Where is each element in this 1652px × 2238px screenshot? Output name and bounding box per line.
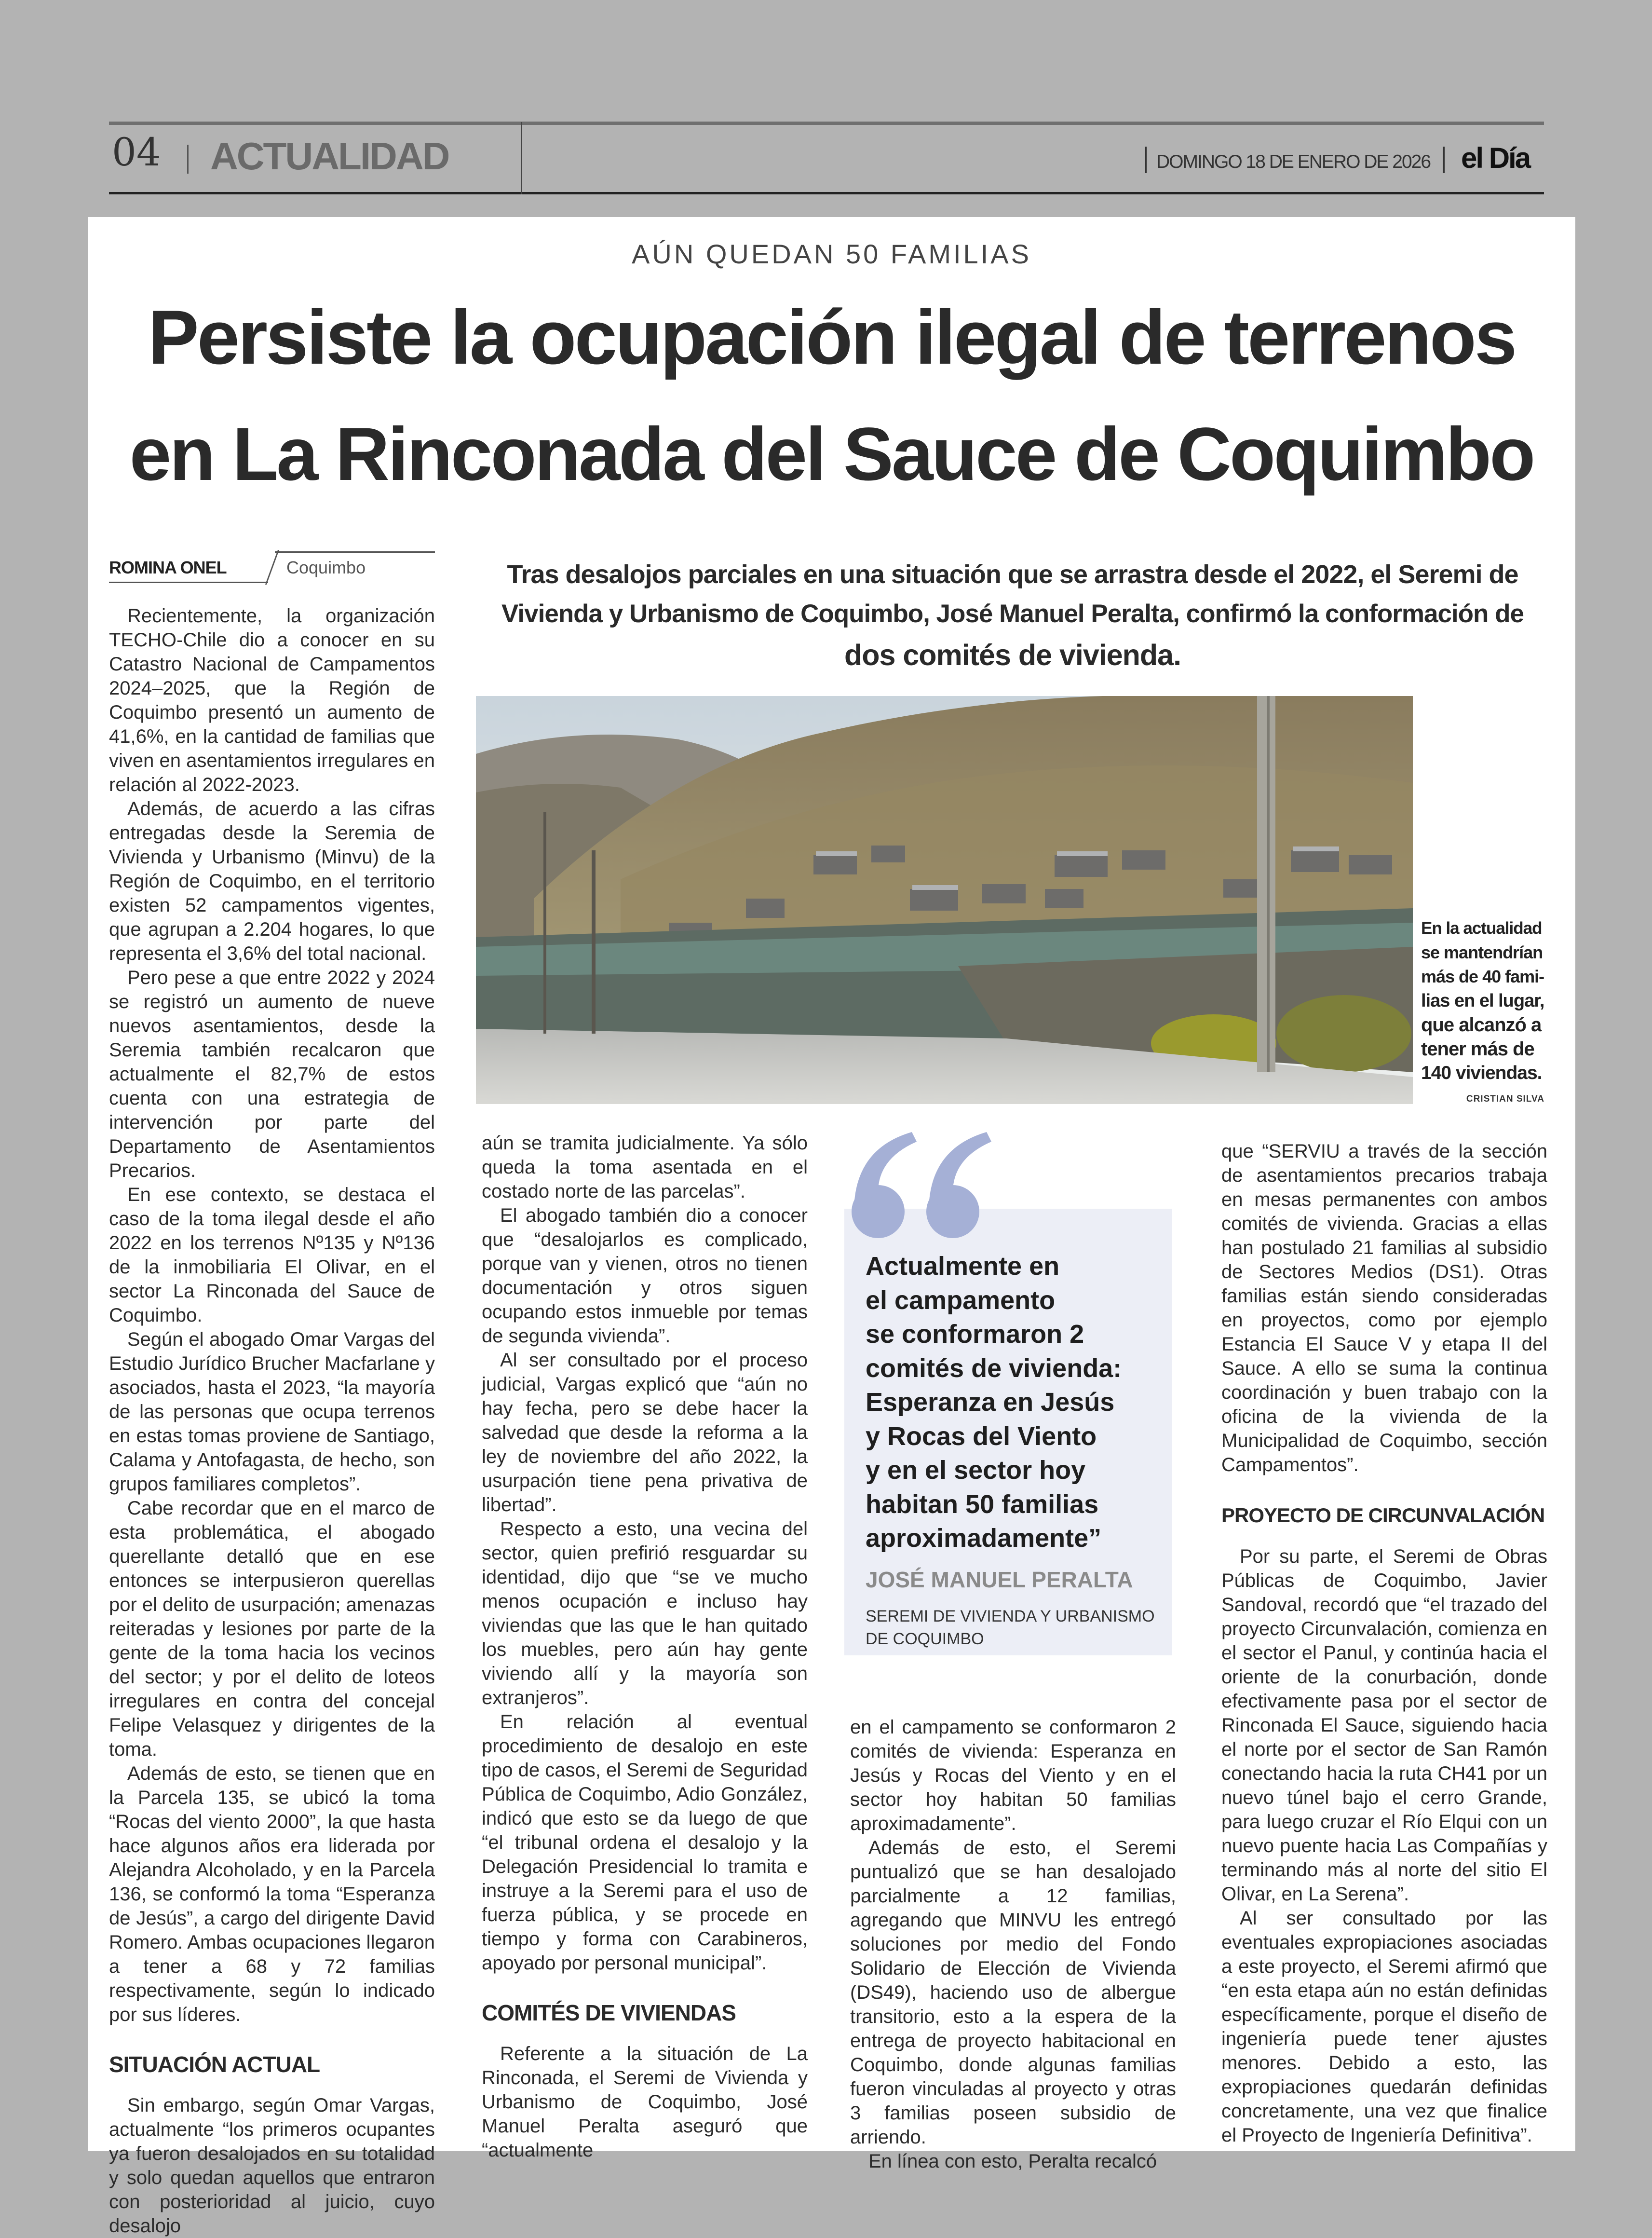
quote-line: aproximadamente” (866, 1524, 1102, 1553)
quote-name-text: JOSÉ MANUEL PERALTA (866, 1567, 1133, 1592)
quote-line: y Rocas del Viento (866, 1421, 1097, 1451)
logo-separator (1443, 147, 1445, 173)
quote-mark-icon (844, 1130, 994, 1241)
quote-attribution-role (866, 1605, 1155, 1651)
body-paragraph: en el campamento se conformaron 2 comités de vivienda: Esperanza en Jesús y Rocas del Viento y en el sector hoy habitan 50 familias aproximadamente”. (850, 1717, 1176, 1834)
caption-line: En la actualidad (1421, 919, 1542, 938)
body-column-1 (109, 604, 435, 2238)
body-paragraph: Además de esto, se tienen que en la Parcela 135, se ubicó la toma “Rocas del viento 2000”, la que hasta hace algunos años era liderada por Alejandra Alcoholado, y en la Parcela 136, se conformó la toma “Esperanza de Jesús”, a cargo del dirigente David Romero. Ambas ocupaciones llegaron a tener a 68 y 72 familias respectivamente, según lo indicado por sus líderes. (109, 1763, 435, 2025)
headline-text: Persiste la ocupación ilegal de terrenos (148, 294, 1516, 380)
kicker: AÚN QUEDAN 50 FAMILIAS (632, 239, 1031, 269)
section-title (210, 137, 448, 176)
body-column-3 (850, 1715, 1176, 2173)
subheading (109, 2051, 435, 2078)
quote-line: habitan 50 familias (866, 1489, 1099, 1519)
subheading (482, 1999, 808, 2026)
dateline-location: Coquimbo (286, 558, 366, 577)
caption-line: 140 viviendas. (1421, 1063, 1542, 1083)
newspaper-logo (1461, 144, 1530, 173)
body-paragraph: Además, de acuerdo a las cifras entregadas desde la Seremia de Vivienda y Urbanismo (Minvu) de la Región de Coquimbo, en el territorio existen 52 campamentos vigentes, que agrupan a 2.204 hogares, lo que representa el 3,6% del total nacional. (109, 798, 435, 964)
role-line: DE COQUIMBO (866, 1630, 984, 1648)
role-line: SEREMI DE VIVIENDA Y URBANISMO (866, 1607, 1155, 1625)
quote-line: Esperanza en Jesús (866, 1388, 1115, 1417)
body-paragraph: Además de esto, el Seremi puntualizó que se han desalojado parcialmente a 12 familias, agregando que MINVU les entregó soluciones por medio del Fondo Solidario de Elección de Vivienda (DS49), haciendo uso de albergue transitorio, esto a la espera de la entrega de proyecto habitacional en Coquimbo, donde algunas familias fueron vinculadas al proyecto y otras 3 familias poseen subsidio de arriendo. (850, 1837, 1176, 2148)
body-paragraph: En ese contexto, se destaca el caso de la toma ilegal desde el año 2022 en los terrenos Nº135 y Nº136 de la inmobiliaria El Olivar, en el sector La Rinconada del Sauce de Coquimbo. (109, 1184, 435, 1326)
quote-line: el campamento (866, 1285, 1056, 1315)
body-paragraph: En relación al eventual procedimiento de desalojo en este tipo de casos, el Seremi de Seguridad Pública de Coquimbo, Adio González, indicó que esto se da luego de que “el tribunal ordena el desalojo y la Delegación Presidencial lo tramita e instruye a la Seremi para el uso de fuerza pública, y se procede en tiempo y forma con Carabineros, apoyado por personal municipal”. (482, 1711, 808, 1974)
author-name: ROMINA ONEL (109, 558, 227, 577)
quote-attribution-name (866, 1569, 1133, 1591)
article-photo (476, 696, 1413, 1104)
caption-line: tener más de (1421, 1038, 1534, 1060)
dek-text: dos comités de vivienda. (844, 639, 1181, 671)
subheading (1221, 1501, 1547, 1529)
body-paragraph: El abogado también dio a conocer que “desalojarlos es complicado, porque van y vienen, otros no tienen documentación y otros siguen ocupando estos inmueble por temas de segunda vivienda”. (482, 1205, 808, 1347)
header-divider (521, 122, 522, 194)
caption-line: más de 40 fami- (1421, 967, 1544, 986)
page-number-separator (187, 145, 189, 174)
body-paragraph: Pero pese a que entre 2022 y 2024 se registró un aumento de nueve nuevos asentamientos, desde la Seremia también recalcaron que actualmente el 82,7% de estos cuenta con una estrategia de intervención por parte del Departamento de Asentamientos Precarios. (109, 967, 435, 1181)
body-paragraph: Referente a la situación de La Rinconada, el Seremi de Vivienda y Urbanismo de Coquimbo, José Manuel Peralta aseguró que “actualmente (482, 2043, 808, 2161)
photo-caption (1421, 916, 1544, 1085)
body-paragraph: Recientemente, la organización TECHO-Chile dio a conocer en su Catastro Nacional de Campamentos 2024–2025, que la Región de Coquimbo presentó un aumento de 41,6%, en la cantidad de familias que viven en asentamientos irregulares en relación al 2022-2023. (109, 605, 435, 795)
subheading-text: PROYECTO DE CIRCUNVALACIÓN (1221, 1504, 1545, 1527)
section-title-text: ACTUALIDAD (210, 135, 449, 177)
page-number: 04 (112, 130, 161, 175)
body-paragraph: que “SERVIU a través de la sección de asentamientos precarios trabaja en mesas permanentes con ambos comités de vivienda. Gracias a ellas han postulado 21 familias al subsidio de Sectores Medios (DS1). Otras familias están siendo consideradas en proyectos, como por ejemplo Estancia El Sauce V y etapa II del Sauce. A ello se suma la continua coordinación y buen trabajo con la oficina de la vivienda de la Municipalidad de Coquimbo, sección Campamentos”. (1221, 1141, 1547, 1475)
body-paragraph: Respecto a esto, una vecina del sector, quien prefirió resguardar su identidad, dijo que “se ve mucho menos ocupación e incluso hay viviendas que las que le han quitado los muebles, pero aún hay gente viviendo allí y la mayoría son extranjeros”. (482, 1518, 808, 1708)
photo-credit: CRISTIAN SILVA (1466, 1094, 1544, 1104)
dek-line (482, 561, 1543, 587)
body-paragraph: Cabe recordar que en el marco de esta problemática, el abogado querellante detalló que en ese entonces se interpusieron querellas por el delito de usurpación; amenazas reiteradas y lesiones por parte de la gente de la toma hacia los vecinos del sector; y por el delito de loteos irregulares en contra del concejal Felipe Velasquez y dirigentes de la toma. (109, 1498, 435, 1760)
pull-quote-text (866, 1249, 1165, 1556)
quote-line: comités de vivienda: (866, 1353, 1122, 1383)
body-paragraph: aún se tramita judicialmente. Ya sólo queda la toma asentada en el costado norte de las parcelas”. (482, 1133, 808, 1202)
quote-line: Actualmente en (866, 1252, 1060, 1281)
dek-text: Tras desalojos parciales en una situación que se arrastra desde el 2022, el Seremi de (507, 560, 1518, 589)
subheading-text: SITUACIÓN ACTUAL (109, 2052, 320, 2077)
issue-date-text: DOMINGO 18 DE ENERO DE 2026 (1156, 151, 1431, 172)
body-paragraph: Al ser consultado por las eventuales expropiaciones asociadas a este proyecto, el Seremi afirmó que “en esta etapa aún no están definidas específicamente, porque el diseño de ingeniería puede tener ajustes menores. Debido a esto, las expropiaciones quedarán definidas concretamente, una vez que finalice el Proyecto de Ingeniería Definitiva”. (1221, 1908, 1547, 2146)
caption-line: lias en el lugar, (1421, 991, 1544, 1011)
byline-rule (275, 551, 435, 553)
dek-line (482, 601, 1543, 627)
body-paragraph: Al ser consultado por el proceso judicial, Vargas explicó que “aún no hay fecha, pero se debe hacer la salvedad que desde la reforma a la ley de noviembre del año 2022, la usurpación tiene pena privativa de libertad”. (482, 1350, 808, 1515)
header-top-rule (109, 122, 1544, 125)
header-bottom-rule (109, 192, 1544, 194)
body-column-2 (482, 1131, 808, 2162)
newspaper-logo-text: el Día (1461, 142, 1530, 174)
byline-rule (109, 582, 268, 583)
caption-line: se mantendrían (1421, 942, 1543, 962)
quote-line: se conformaron 2 (866, 1320, 1084, 1349)
hillside-settlement-image (476, 696, 1413, 1104)
body-paragraph: En línea con esto, Peralta recalcó (868, 2151, 1157, 2172)
body-paragraph: Sin embargo, según Omar Vargas, actualmente “los primeros ocupantes ya fueron desalojados en su totalidad y solo quedan aquellos que entraron con posterioridad al juicio, cuyo desalojo (109, 2095, 435, 2237)
headline-line-2 (88, 412, 1575, 496)
body-column-4 (1221, 1139, 1547, 2147)
subheading-text: COMITÉS DE VIVIENDAS (482, 2000, 736, 2025)
body-paragraph: Por su parte, el Seremi de Obras Públicas de Coquimbo, Javier Sandoval, recordó que “el trazado del proyecto Circunvalación, comienza en el sector el Panul, y continúa hacia el oriente de la conurbación, donde efectivamente pasa por el sector de Rinconada El Sauce, siguiendo hacia el norte por el sector de San Ramón conectando hacia la ruta CH41 por un nuevo túnel bajo el cerro Grande, para luego cruzar el Río Elqui con un nuevo puente hacia Las Compañías y terminando más al norte del sitio El Olivar, en La Serena”. (1221, 1546, 1547, 1905)
dek-line (482, 641, 1543, 670)
caption-line: que alcanzó a (1421, 1014, 1542, 1036)
headline-line-1 (88, 294, 1575, 380)
issue-date (1156, 150, 1430, 172)
body-paragraph: Según el abogado Omar Vargas del Estudio Jurídico Brucher Macfarlane y asociados, hasta el 2023, “la mayoría de las personas que ocupa terrenos en estas tomas proviene de Santiago, Calama y Antofagasta, de hecho, son grupos familiares completos”. (109, 1329, 435, 1495)
headline-text: en La Rinconada del Sauce de Coquimbo (129, 412, 1534, 496)
quote-line: y en el sector hoy (866, 1456, 1086, 1485)
dek-text: Vivienda y Urbanismo de Coquimbo, José Manuel Peralta, confirmó la conformación de (501, 600, 1524, 628)
date-separator (1145, 147, 1147, 173)
